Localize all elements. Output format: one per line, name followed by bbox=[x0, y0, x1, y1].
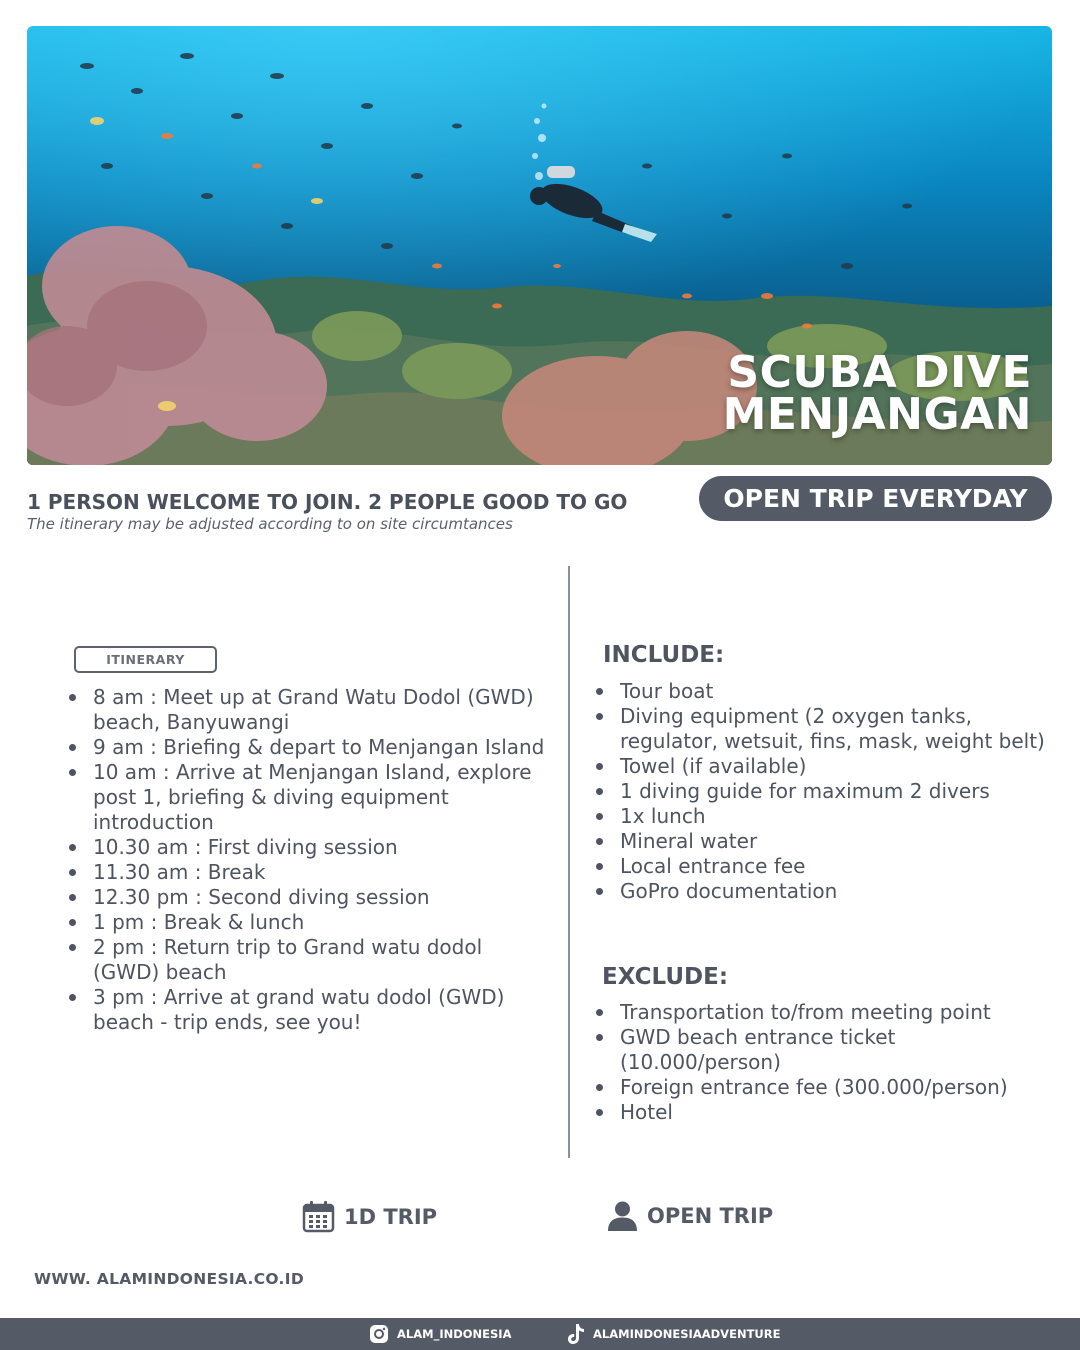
hero-title-line2: MENJANGAN bbox=[722, 389, 1032, 440]
itinerary-item: 3 pm : Arrive at grand watu dodol (GWD) beach - trip ends, see you! bbox=[68, 985, 553, 1035]
include-item: GoPro documentation bbox=[595, 879, 1045, 904]
hero-image bbox=[27, 26, 1052, 465]
itinerary-item: 8 am : Meet up at Grand Watu Dodol (GWD) beach, Banyuwangi bbox=[68, 685, 553, 735]
column-divider bbox=[568, 566, 570, 1158]
itinerary-item: 12.30 pm : Second diving session bbox=[68, 885, 553, 910]
include-item: 1x lunch bbox=[595, 804, 1045, 829]
social-bar bbox=[0, 1318, 1080, 1350]
trip-duration-label: 1D TRIP bbox=[344, 1204, 438, 1229]
itinerary-item: 1 pm : Break & lunch bbox=[68, 910, 553, 935]
hero-title bbox=[722, 347, 1032, 440]
exclude-item: GWD beach entrance ticket (10.000/person) bbox=[595, 1025, 1045, 1075]
exclude-item: Foreign entrance fee (300.000/person) bbox=[595, 1075, 1045, 1100]
instagram-icon bbox=[369, 1324, 389, 1344]
welcome-text: 1 PERSON WELCOME TO JOIN. 2 PEOPLE GOOD TO GO bbox=[27, 490, 628, 514]
open-trip-everyday-badge: OPEN TRIP EVERYDAY bbox=[699, 476, 1052, 521]
itinerary-item: 9 am : Briefing & depart to Menjangan Island bbox=[68, 735, 553, 760]
include-item: Mineral water bbox=[595, 829, 1045, 854]
exclude-list bbox=[595, 1000, 1045, 1125]
trip-type bbox=[607, 1200, 773, 1231]
tiktok-handle-label: ALAMINDONESIAADVENTURE bbox=[593, 1327, 781, 1341]
include-item: Tour boat bbox=[595, 679, 1045, 704]
itinerary-list bbox=[68, 685, 553, 1035]
trip-type-label: OPEN TRIP bbox=[647, 1203, 774, 1228]
include-item: Towel (if available) bbox=[595, 754, 1045, 779]
hero-title-line1: SCUBA DIVE bbox=[727, 347, 1032, 398]
exclude-item: Transportation to/from meeting point bbox=[595, 1000, 1045, 1025]
include-item: Diving equipment (2 oxygen tanks, regulator, wetsuit, fins, mask, weight belt) bbox=[595, 704, 1045, 754]
trip-duration bbox=[302, 1200, 437, 1233]
include-heading: INCLUDE: bbox=[603, 642, 725, 668]
calendar-icon bbox=[302, 1200, 335, 1233]
instagram-handle-label: ALAM_INDONESIA bbox=[397, 1327, 512, 1341]
include-item: 1 diving guide for maximum 2 divers bbox=[595, 779, 1045, 804]
exclude-item: Hotel bbox=[595, 1100, 1045, 1125]
itinerary-item: 2 pm : Return trip to Grand watu dodol (GWD) beach bbox=[68, 935, 553, 985]
tiktok-handle[interactable] bbox=[567, 1318, 780, 1350]
instagram-handle[interactable] bbox=[369, 1318, 512, 1350]
tiktok-icon bbox=[567, 1323, 585, 1345]
itinerary-label: ITINERARY bbox=[74, 646, 217, 673]
website-link[interactable]: WWW. ALAMINDONESIA.CO.ID bbox=[34, 1270, 304, 1288]
itinerary-item: 10.30 am : First diving session bbox=[68, 835, 553, 860]
itinerary-note: The itinerary may be adjusted according to on site circumtances bbox=[27, 515, 513, 533]
include-list bbox=[595, 679, 1045, 904]
itinerary-item: 11.30 am : Break bbox=[68, 860, 553, 885]
include-item: Local entrance fee bbox=[595, 854, 1045, 879]
itinerary-item: 10 am : Arrive at Menjangan Island, explore post 1, briefing & diving equipment introduction bbox=[68, 760, 553, 835]
exclude-heading: EXCLUDE: bbox=[602, 964, 729, 990]
person-icon bbox=[607, 1200, 638, 1231]
